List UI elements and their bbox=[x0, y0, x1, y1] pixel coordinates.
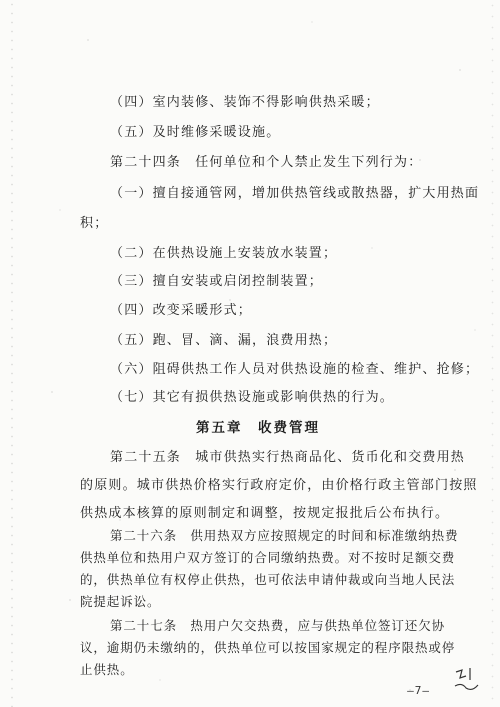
text-line: 的原则。城市供热价格实行政府定价，由价格行政主管部门按照 bbox=[80, 478, 478, 493]
text-line: （七）其它有损供热设施或影响供热的行为。 bbox=[110, 390, 395, 405]
text-line: （五）及时维修采暖设施。 bbox=[110, 125, 281, 140]
left-scan-edge bbox=[10, 0, 14, 707]
text-line: （四）改变采暖形式； bbox=[110, 303, 253, 318]
text-line: （五）跑、冒、滴、漏，浪费用热； bbox=[110, 333, 338, 348]
text-line: （一）擅自接通管网，增加供热管线或散热器，扩大用热面 bbox=[110, 186, 480, 201]
chapter-heading: 第五章 收费管理 bbox=[196, 420, 320, 436]
text-line: 院提起诉讼。 bbox=[80, 594, 161, 609]
right-scan-edge bbox=[491, 0, 494, 707]
text-line: （四）室内装修、装饰不得影响供热采暖； bbox=[110, 95, 380, 110]
text-line: 积； bbox=[80, 216, 109, 231]
text-line: （二）在供热设施上安装放水装置； bbox=[110, 246, 338, 261]
handwritten-mark bbox=[452, 664, 482, 694]
text-line: 第二十六条 供用热双方应按照规定的时间和标准缴纳热费 bbox=[110, 528, 459, 543]
text-line: 第二十五条 城市供热实行热商品化、货币化和交费用热 bbox=[110, 450, 466, 465]
page-number: —7— bbox=[407, 684, 430, 697]
text-line: 第二十四条 任何单位和个人禁止发生下列行为： bbox=[110, 155, 423, 170]
text-line: 止供热。 bbox=[80, 662, 134, 677]
text-line: 议，逾期仍未缴纳的，供热单位可以按国家规定的程序限热或停 bbox=[80, 640, 456, 655]
text-line: 供热成本核算的原则制定和调整，按规定报批后公布执行。 bbox=[80, 506, 450, 521]
text-line: 的，供热单位有权停止供热，也可依法申请仲裁或向当地人民法 bbox=[80, 572, 456, 587]
text-line: 供热单位和热用户双方签订的合同缴纳热费。对不按时足额交费 bbox=[80, 550, 456, 565]
text-line: 第二十七条 热用户欠交热费，应与供热单位签订还欠协 bbox=[110, 618, 446, 633]
text-line: （六）阻碍供热工作人员对供热设施的检查、维护、抢修； bbox=[110, 362, 480, 377]
text-line: （三）擅自安装或启闭控制装置； bbox=[110, 274, 324, 289]
